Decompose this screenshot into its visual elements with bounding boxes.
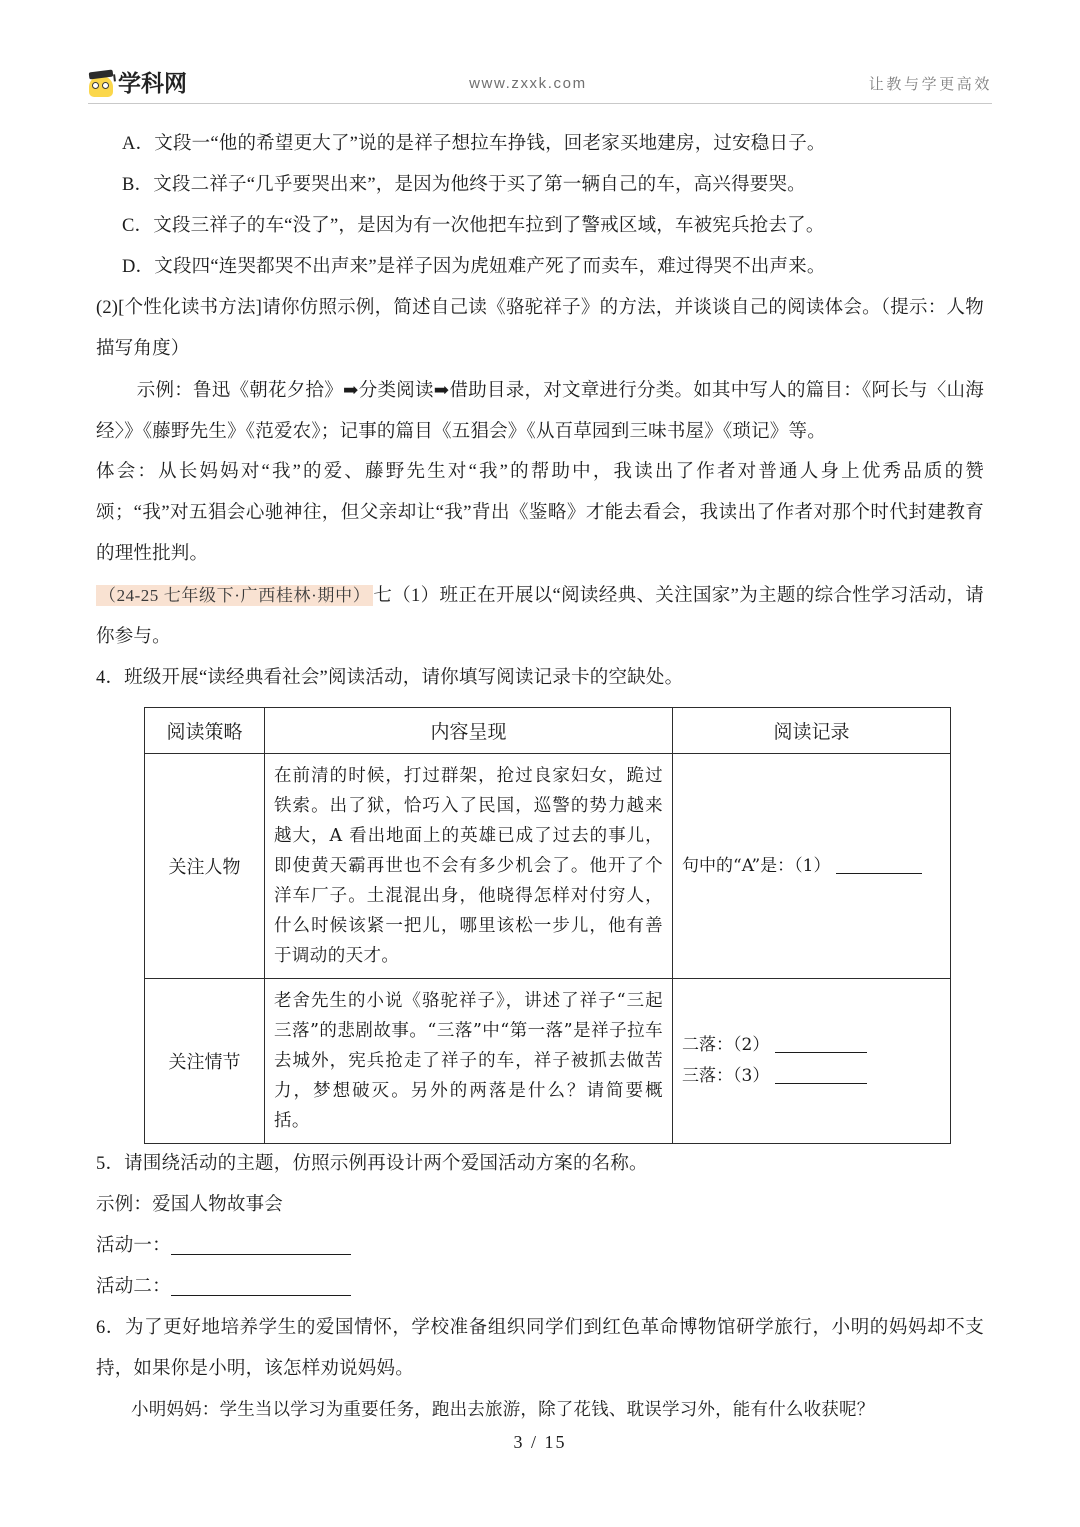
header-website-url: www.zxxk.com: [469, 74, 587, 92]
option-c: [96, 206, 984, 247]
option-d-text: 文段四“连哭都哭不出声来”是祥子因为虎妞难产死了而卖车，难过得哭不出声来。: [154, 257, 826, 277]
option-a-text: 文段一“他的希望更大了”说的是祥子想拉车挣钱，回老家买地建房，过安稳日子。: [154, 134, 826, 154]
activity-blank-2-input[interactable]: [171, 1276, 351, 1296]
record-line: [682, 1030, 941, 1061]
document-content: [96, 124, 984, 1431]
reading-record-table-wrapper: [144, 707, 950, 1144]
table-row: [145, 754, 951, 979]
graduate-owl-icon: [88, 70, 114, 97]
record-line: [682, 851, 941, 882]
activity-blank-1: [96, 1226, 984, 1267]
record-line-prefix: 句中的“A”是：（1）: [682, 855, 831, 876]
question-5: 5．请围绕活动的主题，仿照示例再设计两个爱国活动方案的名称。: [96, 1154, 648, 1174]
option-d: [96, 247, 984, 288]
row-2-passage: 老舍先生的小说《骆驼祥子》，讲述了祥子“三起三落”的悲剧故事。“三落”中“第一落”是祥子拉车去城外，宪兵抢走了祥子的车，祥子被抓去做苦力，梦想破灭。另外的两落是什么？请简要概括。: [265, 979, 673, 1144]
question-6: 6．为了更好地培养学生的爱国情怀，学校准备组织同学们到红色革命博物馆研学旅行，小明的妈妈却不支持，如果你是小明，该怎样劝说妈妈。: [96, 1318, 984, 1379]
header-divider: [88, 103, 992, 104]
brand-name: 学科网: [118, 69, 187, 96]
page-footer: 3 / 15: [513, 1432, 567, 1452]
table-header-strategy: 阅读策略: [145, 708, 265, 754]
option-c-label: C．: [122, 216, 154, 236]
header-slogan: 让教与学更高效: [868, 75, 992, 93]
activity-intro-paragraph: [96, 575, 984, 658]
activity-blank-1-input[interactable]: [171, 1235, 351, 1255]
source-tag: （24-25 七年级下·广西桂林·期中）: [96, 585, 373, 606]
option-a: [96, 124, 984, 165]
option-c-text: 文段三祥子的车“没了”，是因为有一次他把车拉到了警戒区域，车被宪兵抢去了。: [153, 216, 825, 236]
row-1-strategy: 关注人物: [145, 754, 265, 979]
row-1-record: [673, 754, 951, 979]
record-line-prefix: 二落：（2）: [682, 1035, 770, 1055]
answer-blank-3[interactable]: [775, 1067, 867, 1084]
activity-blank-2-label: 活动二：: [96, 1277, 171, 1297]
record-line-prefix: 三落：（3）: [682, 1066, 770, 1086]
activity-intro-text: 七（1）班正在开展以“阅读经典、关注国家”为主题的综合性学习活动，请你参与。: [96, 586, 984, 647]
option-a-label: A．: [122, 134, 155, 154]
answer-blank-2[interactable]: [775, 1036, 867, 1053]
row-2-record: [673, 979, 951, 1144]
activity-blank-1-label: 活动一：: [96, 1236, 171, 1256]
question-5-example: 示例：爱国人物故事会: [96, 1195, 284, 1215]
reading-experience: 体会：从长妈妈对“我”的爱、藤野先生对“我”的帮助中，我读出了作者对普通人身上优秀品质的赞颂；“我”对五猖会心驰神往，但父亲却让“我”背出《鉴略》才能去看会，我读出了作者对那个时代封建教育的理性批判。: [96, 462, 984, 564]
option-b-text: 文段二祥子“几乎要哭出来”，是因为他终于买了第一辆自己的车，高兴得要哭。: [153, 175, 806, 195]
option-b: [96, 165, 984, 206]
table-row: [145, 979, 951, 1144]
table-header-content: 内容呈现: [265, 708, 673, 754]
option-d-label: D．: [122, 257, 155, 277]
sub-question-2: (2)[个性化读书方法]请你仿照示例，简述自己读《骆驼祥子》的方法，并谈谈自己的阅读体会。（提示：人物描写角度）: [96, 298, 984, 359]
site-header: [88, 62, 992, 104]
answer-blank-1[interactable]: [836, 857, 922, 874]
row-1-passage: 在前清的时候，打过群架，抢过良家妇女，跪过铁索。出了狱，恰巧入了民国，巡警的势力越来越大，A 看出地面上的英雄已成了过去的事儿，即使黄天霸再世也不会有多少机会了。他开了个洋车厂子。土混混出身，他晓得怎样对付穷人，什么时候该紧一把儿，哪里该松一步儿，他有善于调动的天才。: [265, 754, 673, 979]
brand-logo: [88, 70, 187, 97]
record-line: [682, 1061, 941, 1092]
option-b-label: B．: [122, 175, 154, 195]
reading-record-table: [144, 707, 951, 1144]
question-4: 4．班级开展“读经典看社会”阅读活动，请你填写阅读记录卡的空缺处。: [96, 668, 684, 688]
activity-blank-2: [96, 1267, 984, 1308]
row-2-strategy: 关注情节: [145, 979, 265, 1144]
table-header-record: 阅读记录: [673, 708, 951, 754]
question-6-dialog: 小明妈妈：学生当以学习为重要任务，跑出去旅游，除了花钱、耽误学习外，能有什么收获呢？: [131, 1400, 875, 1420]
table-header-row: [145, 708, 951, 754]
example-reading-method: 示例：鲁迅《朝花夕拾》➡分类阅读➡借助目录，对文章进行分类。如其中写人的篇目：《阿长与〈山海经〉》《藤野先生》《范爱农》；记事的篇目《五猖会》《从百草园到三味书屋》《琐记》等。: [96, 380, 984, 442]
